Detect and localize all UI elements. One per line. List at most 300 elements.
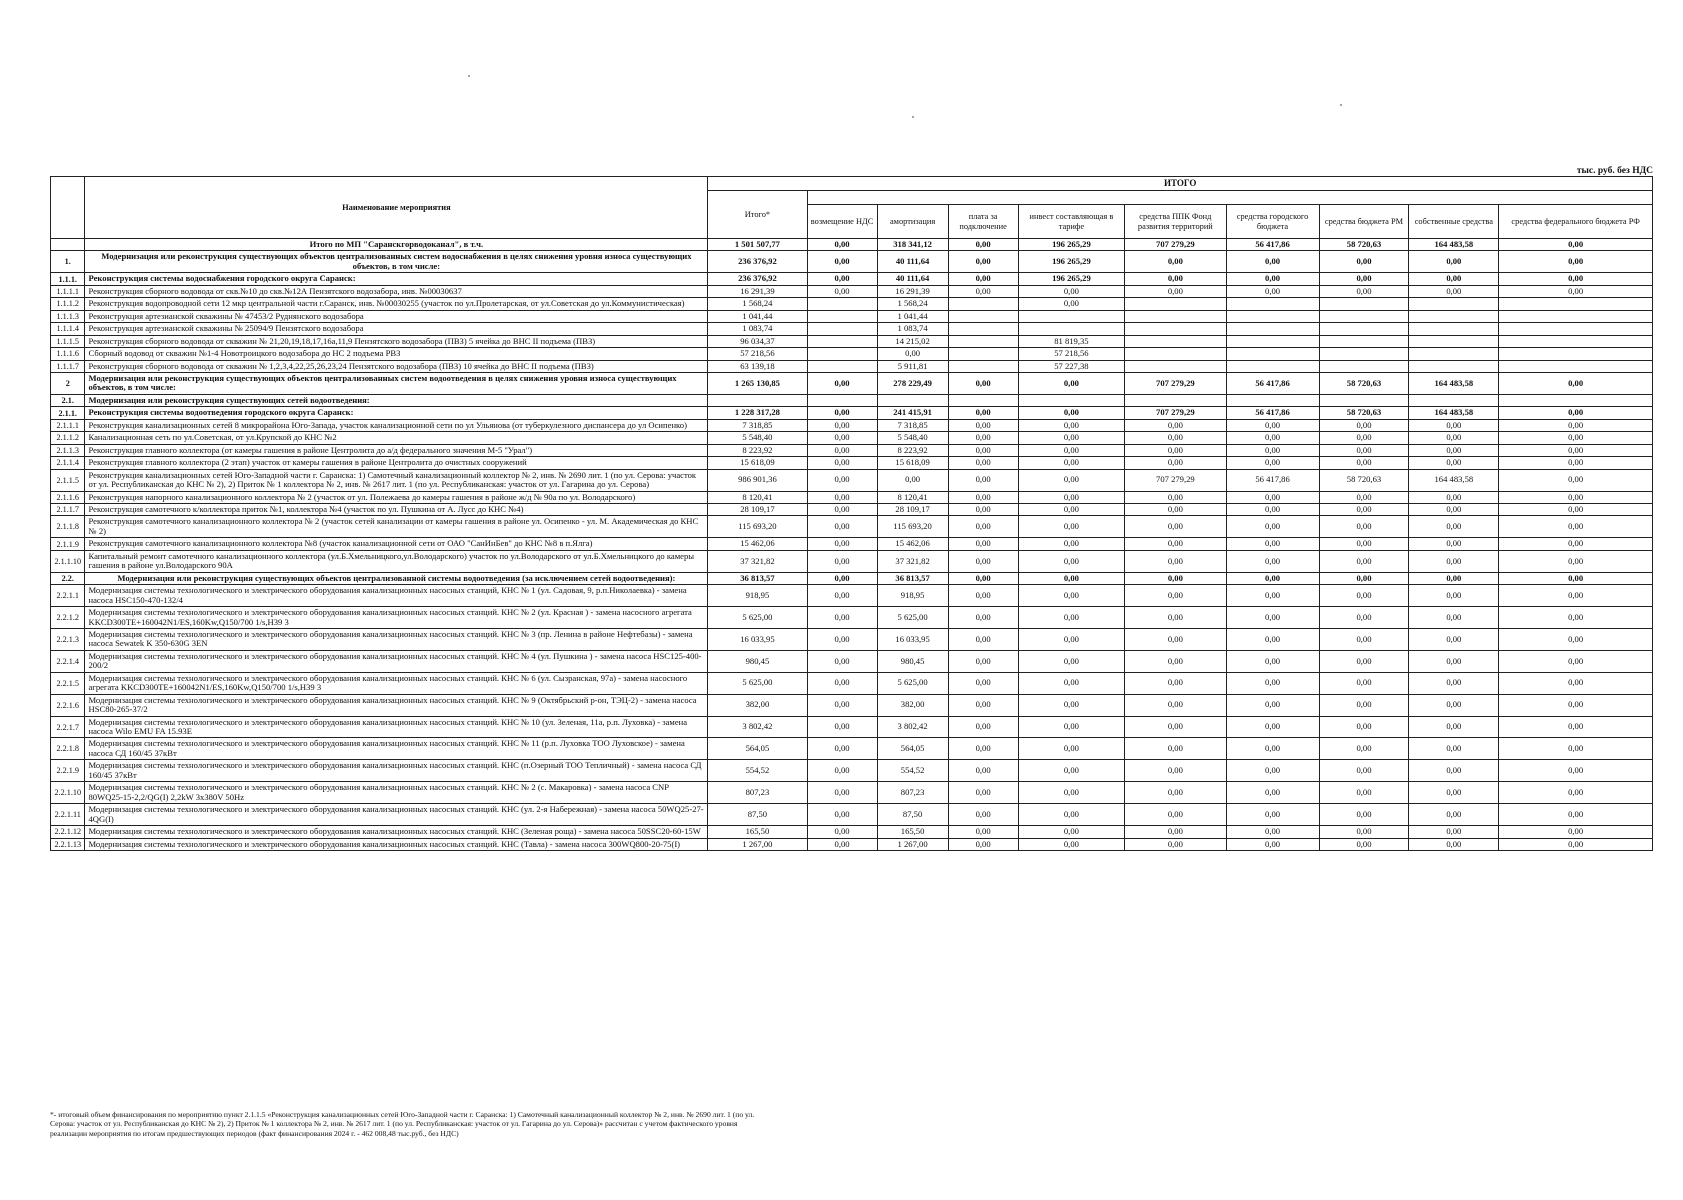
row-value: 0,00	[1125, 804, 1226, 826]
row-value: 0,00	[1125, 572, 1226, 584]
row-value: 58 720,63	[1319, 407, 1409, 419]
row-value: 1 267,00	[708, 838, 807, 850]
table-row	[51, 826, 1653, 838]
row-value: 16 033,95	[877, 628, 948, 650]
code-header	[51, 177, 85, 239]
row-code: 1.1.1.1	[51, 285, 85, 297]
row-value	[1125, 348, 1226, 360]
row-code: 2.2.1.13	[51, 838, 85, 850]
row-value: 0,00	[1018, 550, 1125, 572]
row-value: 0,00	[1319, 503, 1409, 515]
row-name: Модернизация системы технологического и электрического оборудования канализационных насосных станций. КНС № 11 (р.п. Луховка ТОО Луховское) - замена насоса СД 160/45 37кВт	[85, 738, 708, 760]
row-value: 0,00	[1319, 419, 1409, 431]
row-value: 58 720,63	[1319, 239, 1409, 251]
row-value: 0,00	[1018, 572, 1125, 584]
row-value: 0,00	[1018, 516, 1125, 538]
row-value: 0,00	[1499, 550, 1653, 572]
row-code: 2.1.1.2	[51, 432, 85, 444]
row-value: 0,00	[948, 419, 1018, 431]
row-value: 0,00	[1018, 538, 1125, 550]
row-value: 115 693,20	[877, 516, 948, 538]
row-value: 0,00	[1018, 372, 1125, 394]
row-value: 0,00	[1409, 550, 1499, 572]
row-name: Модернизация системы технологического и электрического оборудования канализационных насосных станций. КНС № 6 (ул. Сызранская, 97а) - замена насосного агрегата KKCD300TE+160042N1/ES,160Kw,Q150/700 1/s,H39 3	[85, 672, 708, 694]
row-value: 0,00	[1018, 607, 1125, 629]
row-value: 0,00	[1499, 607, 1653, 629]
row-value: 0,00	[1319, 760, 1409, 782]
row-value: 0,00	[807, 457, 877, 469]
row-value: 0,00	[1499, 469, 1653, 491]
row-value: 0,00	[1319, 538, 1409, 550]
row-value: 0,00	[807, 538, 877, 550]
table-row	[51, 650, 1653, 672]
row-value: 0,00	[1125, 444, 1226, 456]
row-value: 0,00	[948, 273, 1018, 285]
row-value: 1 041,44	[877, 310, 948, 322]
row-value: 0,00	[948, 804, 1018, 826]
row-value: 164 483,58	[1409, 239, 1499, 251]
row-value: 382,00	[708, 694, 807, 716]
row-value: 0,00	[1018, 419, 1125, 431]
row-name: Реконструкция артезианской скважины № 47453/2 Руднянского водозабора	[85, 310, 708, 322]
row-value: 0,00	[1018, 738, 1125, 760]
row-value: 0,00	[1409, 444, 1499, 456]
row-value: 96 034,37	[708, 335, 807, 347]
row-value: 5 625,00	[877, 607, 948, 629]
row-value: 0,00	[1499, 672, 1653, 694]
row-value: 0,00	[1409, 503, 1499, 515]
row-value: 0,00	[1499, 457, 1653, 469]
row-value: 0,00	[948, 372, 1018, 394]
row-value: 0,00	[1499, 716, 1653, 738]
row-value: 0,00	[1125, 491, 1226, 503]
row-name: Модернизация системы технологического и электрического оборудования канализационных насосных станций. КНС № 2 (ул. Красная ) - замена насосного агрегата KKCD300TE+160042N1/ES,160Kw,Q150/700 1/s,H39 3	[85, 607, 708, 629]
table-row	[51, 838, 1653, 850]
table-row	[51, 348, 1653, 360]
row-value: 57 218,56	[708, 348, 807, 360]
row-value: 87,50	[877, 804, 948, 826]
row-value: 0,00	[807, 804, 877, 826]
row-name: Реконструкция самотечного канализационного коллектора №8 (участок канализационной сети от ОАО "СанИнБев" до КНС №8 в п.Ялга)	[85, 538, 708, 550]
row-value: 0,00	[807, 469, 877, 491]
row-name: Модернизация системы технологического и электрического оборудования канализационных насосных станций. КНС № 2 (с. Макаровка) - замена насоса CNP 80WQ25-15-2,2/QG(I) 2,2kW 3x380V 50Hz	[85, 782, 708, 804]
table-row	[51, 394, 1653, 406]
row-name: Реконструкция главного коллектора (от камеры гашения в районе Центролита до а/д федерального значения М-5 "Урал")	[85, 444, 708, 456]
row-name: Реконструкция водопроводной сети 12 мкр центральной части г.Саранск, инв. №00030255 (участок по ул.Пролетарская, от ул.Советская до ул.Коммунистическая)	[85, 298, 708, 310]
row-value: 7 318,85	[877, 419, 948, 431]
row-value: 0,00	[1499, 444, 1653, 456]
row-value: 0,00	[807, 491, 877, 503]
row-value: 980,45	[877, 650, 948, 672]
row-value: 36 813,57	[708, 572, 807, 584]
row-value: 164 483,58	[1409, 407, 1499, 419]
row-value: 15 618,09	[708, 457, 807, 469]
row-name: Реконструкция сборного водовода от скв.№10 до скв.№12А Пензятского водозабора, инв. №00030637	[85, 285, 708, 297]
row-code: 2.1.1.4	[51, 457, 85, 469]
row-value	[948, 394, 1018, 406]
row-value: 0,00	[1018, 298, 1125, 310]
row-value: 8 223,92	[877, 444, 948, 456]
table-row	[51, 432, 1653, 444]
row-value: 0,00	[1319, 782, 1409, 804]
row-value: 14 215,02	[877, 335, 948, 347]
row-value: 0,00	[807, 694, 877, 716]
row-value: 0,00	[807, 273, 877, 285]
row-code: 2.2.1.4	[51, 650, 85, 672]
row-value: 0,00	[1125, 716, 1226, 738]
row-value: 16 291,39	[877, 285, 948, 297]
row-value: 0,00	[1499, 694, 1653, 716]
row-value: 382,00	[877, 694, 948, 716]
row-value: 0,00	[1226, 672, 1319, 694]
row-value: 0,00	[1018, 285, 1125, 297]
row-code	[51, 239, 85, 251]
row-value: 986 901,36	[708, 469, 807, 491]
source-column-header: средства городского бюджета	[1226, 205, 1319, 239]
row-value: 0,00	[1125, 760, 1226, 782]
row-value: 8 120,41	[708, 491, 807, 503]
row-value: 0,00	[1226, 607, 1319, 629]
row-value	[1409, 335, 1499, 347]
row-value: 0,00	[1125, 650, 1226, 672]
row-code: 2.2.1.12	[51, 826, 85, 838]
row-value: 0,00	[1319, 550, 1409, 572]
row-name: Реконструкция напорного канализационного коллектора № 2 (участок от ул. Полежаева до камеры гашения в районе ж/д № 90а по ул. Володарского)	[85, 491, 708, 503]
row-value: 0,00	[1125, 607, 1226, 629]
row-value: 0,00	[1499, 503, 1653, 515]
row-code: 1.1.1.6	[51, 348, 85, 360]
row-value: 0,00	[1499, 572, 1653, 584]
row-code: 2.2.1.3	[51, 628, 85, 650]
row-value: 0,00	[1226, 538, 1319, 550]
row-code: 1.1.1.2	[51, 298, 85, 310]
row-value: 0,00	[1018, 585, 1125, 607]
table-row	[51, 716, 1653, 738]
row-value	[1409, 310, 1499, 322]
row-value: 1 568,24	[708, 298, 807, 310]
row-value: 0,00	[1226, 782, 1319, 804]
units-label: тыс. руб. без НДС	[1576, 166, 1653, 176]
row-value: 0,00	[1319, 516, 1409, 538]
scan-speck	[1340, 104, 1342, 106]
table-row	[51, 419, 1653, 431]
row-value: 0,00	[1499, 650, 1653, 672]
row-value: 0,00	[948, 607, 1018, 629]
row-code: 1.1.1.4	[51, 323, 85, 335]
row-value: 15 462,06	[708, 538, 807, 550]
row-value: 0,00	[1499, 760, 1653, 782]
table-row	[51, 491, 1653, 503]
row-value: 164 483,58	[1409, 469, 1499, 491]
row-value: 0,00	[1319, 672, 1409, 694]
row-value: 707 279,29	[1125, 407, 1226, 419]
row-value: 278 229,49	[877, 372, 948, 394]
row-value: 0,00	[807, 503, 877, 515]
row-value	[1226, 394, 1319, 406]
row-value: 56 417,86	[1226, 469, 1319, 491]
row-value: 0,00	[1125, 628, 1226, 650]
row-code: 1.1.1.3	[51, 310, 85, 322]
row-value: 0,00	[1226, 457, 1319, 469]
row-value: 0,00	[1499, 628, 1653, 650]
row-value: 56 417,86	[1226, 407, 1319, 419]
row-value: 1 228 317,28	[708, 407, 807, 419]
row-value: 0,00	[1409, 672, 1499, 694]
row-value: 57 218,56	[1018, 348, 1125, 360]
row-value: 0,00	[807, 419, 877, 431]
row-value: 0,00	[1018, 407, 1125, 419]
row-value: 0,00	[1226, 716, 1319, 738]
name-header: Наименование мероприятия	[85, 177, 708, 239]
row-value: 1 265 130,85	[708, 372, 807, 394]
table-row	[51, 628, 1653, 650]
row-value: 0,00	[1499, 273, 1653, 285]
row-value: 0,00	[1018, 444, 1125, 456]
row-value: 1 041,44	[708, 310, 807, 322]
row-value: 0,00	[1226, 550, 1319, 572]
row-value: 318 341,12	[877, 239, 948, 251]
row-value: 0,00	[1409, 738, 1499, 760]
row-value	[948, 348, 1018, 360]
row-value: 0,00	[1226, 738, 1319, 760]
row-value: 0,00	[1499, 239, 1653, 251]
row-value: 0,00	[1319, 716, 1409, 738]
source-column-header: плата за подключение	[948, 205, 1018, 239]
itogo-group-header: ИТОГО	[708, 177, 1653, 191]
row-value: 0,00	[1226, 516, 1319, 538]
row-value: 0,00	[1319, 585, 1409, 607]
table-row	[51, 503, 1653, 515]
table-row	[51, 251, 1653, 273]
row-value: 196 265,29	[1018, 273, 1125, 285]
row-value: 0,00	[1018, 457, 1125, 469]
row-value: 0,00	[1018, 826, 1125, 838]
row-value: 0,00	[1409, 838, 1499, 850]
row-value	[1499, 348, 1653, 360]
row-value	[807, 310, 877, 322]
row-value	[807, 360, 877, 372]
row-name: Модернизация или реконструкция существующих сетей водоотведения:	[85, 394, 708, 406]
row-value: 707 279,29	[1125, 239, 1226, 251]
row-name: Модернизация системы технологического и электрического оборудования канализационных насосных станций. КНС № 10 (ул. Зеленая, 11а, р.п. Луховка) - замена насоса Wilo EMU FA 15.93E	[85, 716, 708, 738]
row-value: 1 083,74	[877, 323, 948, 335]
row-value: 0,00	[948, 628, 1018, 650]
row-value: 807,23	[708, 782, 807, 804]
row-name: Реконструкция самотечного к/коллектора приток №1, коллектора №4 (участок по ул. Пушкина от А. Лусс до КНС №4)	[85, 503, 708, 515]
row-value: 3 802,42	[708, 716, 807, 738]
row-value: 196 265,29	[1018, 239, 1125, 251]
row-value: 0,00	[1226, 491, 1319, 503]
row-value: 0,00	[1319, 285, 1409, 297]
row-value: 0,00	[1018, 432, 1125, 444]
row-name: Канализационная сеть по ул.Советская, от ул.Крупской до КНС №2	[85, 432, 708, 444]
table-row	[51, 804, 1653, 826]
row-value: 0,00	[948, 503, 1018, 515]
row-value: 0,00	[1409, 457, 1499, 469]
row-value: 0,00	[1018, 503, 1125, 515]
row-value: 28 109,17	[877, 503, 948, 515]
row-value: 0,00	[1125, 419, 1226, 431]
row-value: 918,95	[708, 585, 807, 607]
row-value: 0,00	[948, 782, 1018, 804]
row-value	[1409, 394, 1499, 406]
table-row	[51, 694, 1653, 716]
scan-speck	[468, 75, 470, 77]
itogo-column-header: Итого*	[708, 191, 807, 239]
row-value	[1499, 323, 1653, 335]
row-value: 0,00	[807, 372, 877, 394]
row-name: Модернизация системы технологического и электрического оборудования канализационных насосных станций. КНС № 4 (ул. Пушкина ) - замена насоса HSC125-400-200/2	[85, 650, 708, 672]
row-value	[1226, 335, 1319, 347]
row-name: Реконструкция системы водоснабжения городского округа Саранск:	[85, 273, 708, 285]
row-value: 980,45	[708, 650, 807, 672]
row-name: Модернизация системы технологического и электрического оборудования канализационных насосных станций. КНС № 9 (Октябрьский р-он, ТЭЦ-2) - замена насоса HSC80-265-37/2	[85, 694, 708, 716]
row-value: 0,00	[1018, 782, 1125, 804]
row-value: 0,00	[1226, 419, 1319, 431]
row-value	[708, 394, 807, 406]
row-value: 0,00	[807, 407, 877, 419]
row-value: 0,00	[948, 516, 1018, 538]
row-value: 707 279,29	[1125, 372, 1226, 394]
row-value: 564,05	[877, 738, 948, 760]
row-value: 0,00	[1226, 628, 1319, 650]
row-value: 0,00	[1409, 804, 1499, 826]
row-value: 63 139,18	[708, 360, 807, 372]
row-value: 0,00	[807, 628, 877, 650]
row-value: 0,00	[1409, 251, 1499, 273]
row-value: 0,00	[1409, 826, 1499, 838]
row-code: 2.2.1.11	[51, 804, 85, 826]
row-value	[948, 298, 1018, 310]
row-value: 807,23	[877, 782, 948, 804]
row-name: Реконструкция главного коллектора (2 этап) участок от камеры гашения в районе Центролита до очистных сооружений	[85, 457, 708, 469]
row-value: 0,00	[1226, 251, 1319, 273]
table-row	[51, 360, 1653, 372]
row-value: 0,00	[1226, 585, 1319, 607]
row-value	[1319, 310, 1409, 322]
row-value: 87,50	[708, 804, 807, 826]
row-value	[807, 394, 877, 406]
row-code: 2.2.1.9	[51, 760, 85, 782]
table-row	[51, 273, 1653, 285]
source-column-header: средства бюджета РМ	[1319, 205, 1409, 239]
row-value: 0,00	[1409, 782, 1499, 804]
row-value	[948, 335, 1018, 347]
row-code: 2.2.1.6	[51, 694, 85, 716]
row-value: 164 483,58	[1409, 372, 1499, 394]
row-value: 0,00	[1018, 469, 1125, 491]
row-value: 5 625,00	[708, 607, 807, 629]
row-value	[1125, 310, 1226, 322]
row-code: 2.2.1.10	[51, 782, 85, 804]
table-row	[51, 239, 1653, 251]
row-code: 2.2.1.7	[51, 716, 85, 738]
row-value	[1125, 394, 1226, 406]
row-value: 115 693,20	[708, 516, 807, 538]
row-value: 0,00	[1018, 672, 1125, 694]
row-value: 0,00	[1319, 491, 1409, 503]
row-value: 0,00	[1319, 738, 1409, 760]
row-code: 2.2.1.2	[51, 607, 85, 629]
table-row	[51, 538, 1653, 550]
row-value	[1319, 394, 1409, 406]
row-value: 0,00	[1409, 491, 1499, 503]
row-value: 0,00	[1499, 285, 1653, 297]
row-value: 0,00	[807, 672, 877, 694]
row-value: 0,00	[1226, 444, 1319, 456]
row-value: 0,00	[1125, 503, 1226, 515]
row-value: 0,00	[1125, 273, 1226, 285]
row-value: 8 223,92	[708, 444, 807, 456]
row-value: 0,00	[1319, 457, 1409, 469]
table-row	[51, 738, 1653, 760]
row-code: 1.1.1.5	[51, 335, 85, 347]
row-value	[1499, 360, 1653, 372]
row-value: 5 625,00	[708, 672, 807, 694]
row-value: 0,00	[1018, 716, 1125, 738]
row-value	[1499, 310, 1653, 322]
row-value	[1125, 298, 1226, 310]
row-value: 37 321,82	[877, 550, 948, 572]
row-name: Модернизация системы технологического и электрического оборудования канализационных насосных станций. КНС № 3 (пр. Ленина в районе Нефтебазы) - замена насоса Sewatek K 350-630G 3EN	[85, 628, 708, 650]
row-value: 0,00	[1409, 628, 1499, 650]
row-value	[1499, 394, 1653, 406]
row-value: 7 318,85	[708, 419, 807, 431]
row-name: Реконструкция канализационных сетей Юго-Западной части г. Саранска: 1) Самотечный канализационный коллектор № 2, инв. № 2690 лит. 1 (по ул. Серова: участок от ул. Республиканская до КНС № 2), 2) Приток № 1 коллектора № 2, инв. № 2617 лит. 1 (по ул. Республиканская: участок от ул. Гагарина до ул. Серова)	[85, 469, 708, 491]
row-value: 0,00	[1125, 826, 1226, 838]
row-value	[1125, 323, 1226, 335]
row-value: 1 568,24	[877, 298, 948, 310]
row-value: 0,00	[1226, 432, 1319, 444]
row-value: 58 720,63	[1319, 372, 1409, 394]
row-code: 1.1.1.	[51, 273, 85, 285]
table-row	[51, 335, 1653, 347]
row-value: 0,00	[1018, 838, 1125, 850]
row-value	[877, 394, 948, 406]
row-value: 0,00	[948, 285, 1018, 297]
row-value: 0,00	[1226, 826, 1319, 838]
row-value	[1125, 360, 1226, 372]
source-column-header: собственные средства	[1409, 205, 1499, 239]
row-name: Реконструкция сборного водовода от скважин № 1,2,3,4,22,25,26,23,24 Пензятского водозабора (ПВЗ) 10 ячейка до ВНС II подъема (ПВЗ)	[85, 360, 708, 372]
table-row	[51, 572, 1653, 584]
row-value	[1319, 360, 1409, 372]
row-value: 0,00	[807, 444, 877, 456]
row-value: 554,52	[708, 760, 807, 782]
row-value: 0,00	[807, 826, 877, 838]
row-value: 236 376,92	[708, 273, 807, 285]
row-value	[1226, 298, 1319, 310]
row-value	[1226, 323, 1319, 335]
row-value: 707 279,29	[1125, 469, 1226, 491]
row-value: 0,00	[948, 457, 1018, 469]
row-value: 28 109,17	[708, 503, 807, 515]
row-value: 0,00	[1319, 628, 1409, 650]
row-value	[1409, 360, 1499, 372]
row-value: 5 911,81	[877, 360, 948, 372]
row-value	[1226, 348, 1319, 360]
row-value	[807, 335, 877, 347]
row-value	[1409, 348, 1499, 360]
row-value	[1018, 310, 1125, 322]
row-value: 0,00	[1499, 432, 1653, 444]
row-value: 0,00	[1226, 285, 1319, 297]
row-code: 2.1.	[51, 394, 85, 406]
table-row	[51, 323, 1653, 335]
row-value	[1319, 298, 1409, 310]
row-value: 0,00	[807, 738, 877, 760]
row-value: 0,00	[1409, 538, 1499, 550]
